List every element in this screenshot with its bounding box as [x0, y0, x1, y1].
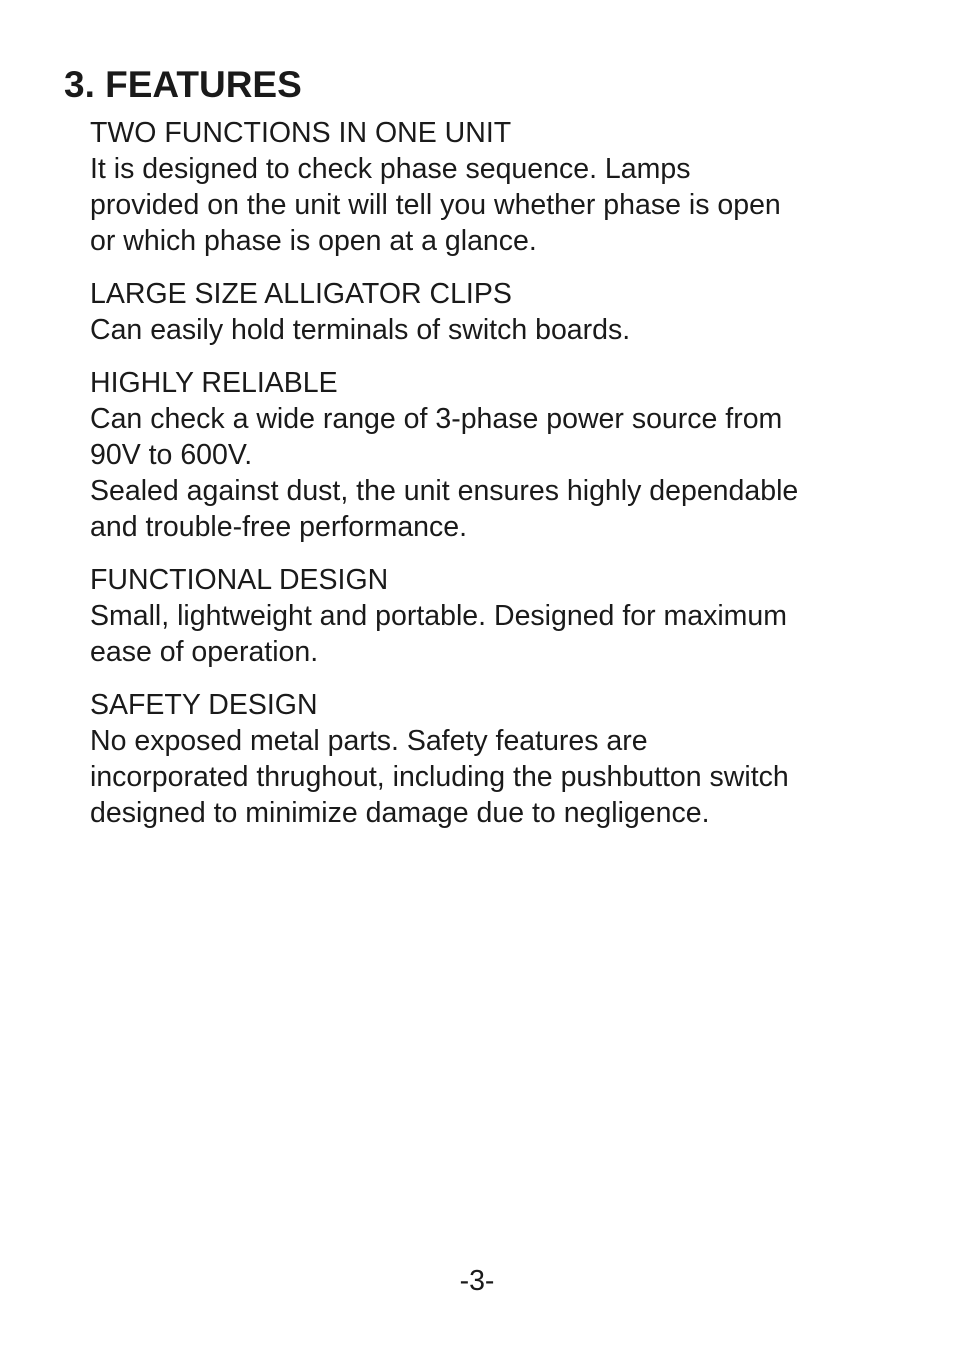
feature-section-two-functions — [90, 115, 920, 259]
feature-section-alligator-clips — [90, 276, 920, 348]
section-heading: SAFETY DESIGN — [90, 689, 318, 721]
section-text-line: No exposed metal parts. Safety features are — [90, 725, 648, 757]
section-text-line: provided on the unit will tell you whether phase is open — [90, 189, 781, 221]
section-heading: TWO FUNCTIONS IN ONE UNIT — [90, 117, 512, 149]
section-text-line: and trouble-free performance. — [90, 511, 468, 543]
section-text-line: Can easily hold terminals of switch boards. — [90, 314, 631, 346]
page-number: -3- — [459, 1265, 495, 1297]
section-text-line: incorporated thrughout, including the pushbutton switch — [90, 761, 789, 793]
features-content — [90, 115, 920, 848]
section-text-line: designed to minimize damage due to negligence. — [90, 797, 710, 829]
section-text-line: 90V to 600V. — [90, 439, 253, 471]
section-text-line: Small, lightweight and portable. Designed for maximum — [90, 600, 787, 632]
feature-section-highly-reliable — [90, 365, 920, 545]
section-text-line: or which phase is open at a glance. — [90, 225, 537, 257]
section-heading: FUNCTIONAL DESIGN — [90, 564, 389, 596]
section-text-line: It is designed to check phase sequence. Lamps — [90, 153, 691, 185]
section-text-line: Can check a wide range of 3-phase power source from — [90, 403, 783, 435]
section-heading: HIGHLY RELIABLE — [90, 367, 338, 399]
section-heading: LARGE SIZE ALLIGATOR CLIPS — [90, 278, 512, 310]
page-title: 3. FEATURES — [64, 64, 302, 105]
section-text-line: Sealed against dust, the unit ensures highly dependable — [90, 475, 799, 507]
section-text-line: ease of operation. — [90, 636, 319, 668]
feature-section-functional-design — [90, 562, 920, 670]
feature-section-safety-design — [90, 687, 920, 831]
